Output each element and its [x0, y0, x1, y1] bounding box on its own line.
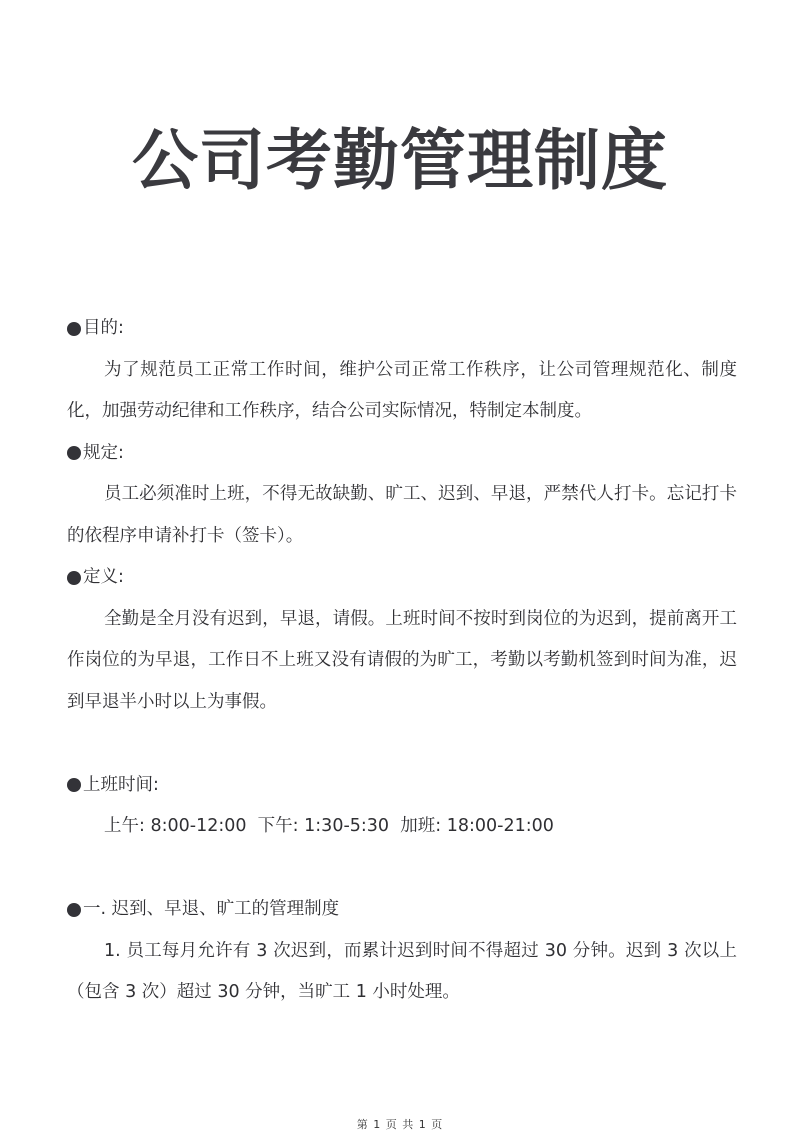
afternoon-time: 1:30-5:30 — [304, 816, 390, 836]
document-body — [67, 308, 737, 1014]
section-heading-late-policy — [67, 889, 737, 931]
bullet-icon — [67, 446, 81, 460]
section-heading-work-hours — [67, 765, 737, 807]
bullet-icon — [67, 571, 81, 585]
heading-text: 目的: — [83, 318, 124, 338]
heading-text: 定义: — [83, 567, 124, 587]
heading-text: 一. 迟到、早退、旷工的管理制度 — [83, 899, 340, 919]
morning-time: 8:00-12:00 — [150, 816, 247, 836]
work-schedule — [67, 806, 737, 848]
bullet-icon — [67, 778, 81, 792]
afternoon-label: 下午: — [257, 816, 299, 836]
rules-paragraph: 员工必须准时上班，不得无故缺勤、旷工、迟到、早退，严禁代人打卡。忘记打卡的依程序申请补打卡（签卡）。 — [67, 484, 737, 546]
heading-text: 上班时间: — [83, 774, 159, 795]
late-policy-paragraph: 1. 员工每月允许有 3 次迟到，而累计迟到时间不得超过 30 分钟。迟到 3 次以上（包含 3 次）超过 30 分钟，当旷工 1 小时处理。 — [67, 940, 737, 1002]
section-heading-definition — [67, 557, 737, 599]
definition-paragraph: 全勤是全月没有迟到，早退，请假。上班时间不按时到岗位的为迟到，提前离开工作岗位的为早退，工作日不上班又没有请假的为旷工，考勤以考勤机签到时间为准，迟到早退半小时以上为事假。 — [67, 608, 737, 712]
bullet-icon — [67, 903, 81, 917]
section-heading-rules — [67, 433, 737, 475]
document-title: 公司考勤管理制度 — [132, 122, 668, 199]
spacer — [67, 848, 737, 890]
morning-label: 上午: — [104, 816, 145, 836]
section-heading-purpose — [67, 308, 737, 350]
overtime-time: 18:00-21:00 — [446, 816, 554, 836]
purpose-paragraph: 为了规范员工正常工作时间，维护公司正常工作秩序，让公司管理规范化、制度化，加强劳动纪律和工作秩序，结合公司实际情况，特制定本制度。 — [67, 359, 737, 421]
bullet-icon — [67, 322, 81, 336]
page-indicator: 第 1 页 共 1 页 — [356, 1118, 444, 1131]
heading-text: 规定: — [83, 442, 124, 463]
overtime-label: 加班: — [400, 816, 442, 836]
spacer — [67, 723, 737, 765]
